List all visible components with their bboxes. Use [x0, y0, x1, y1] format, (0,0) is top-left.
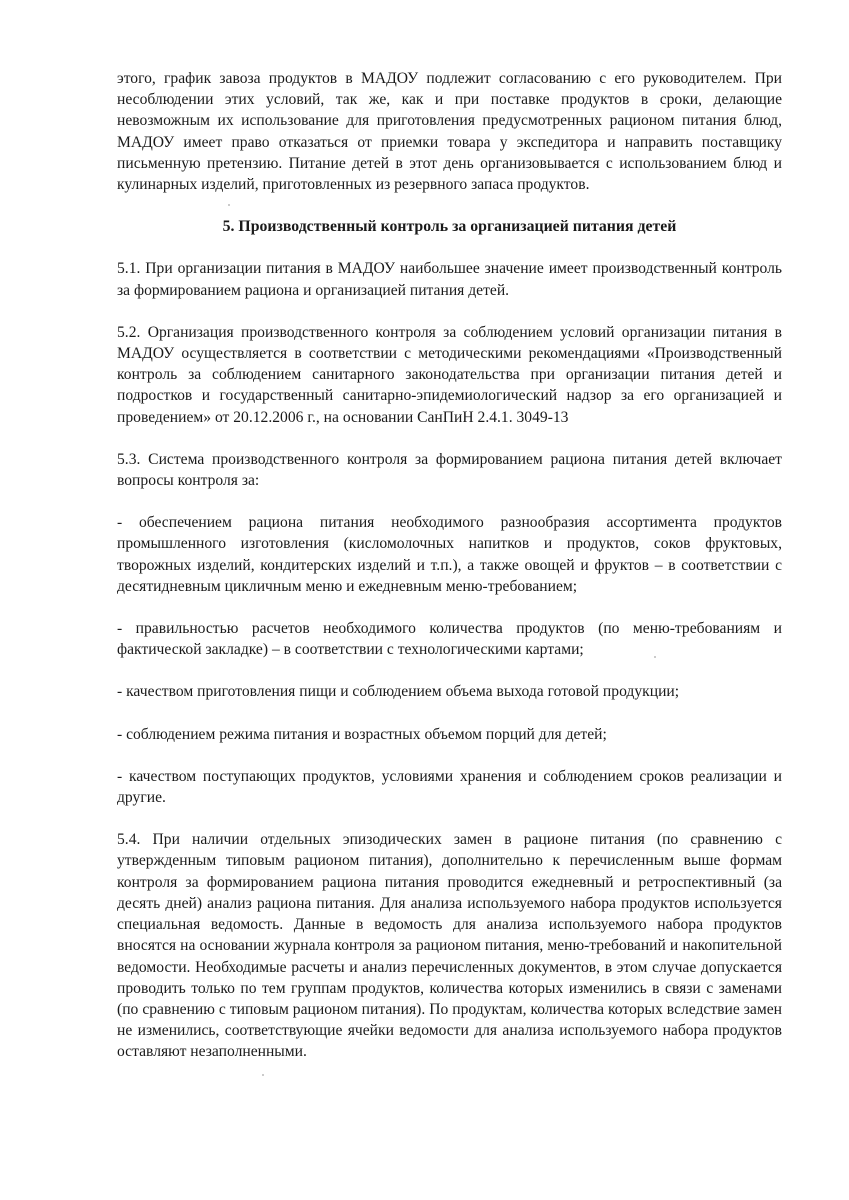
scan-speck	[654, 656, 656, 658]
document-page	[117, 68, 782, 1063]
scan-speck	[228, 204, 230, 206]
paragraph-5-4: 5.4. При наличии отдельных эпизодических замен в рационе питания (по сравнению с утвержденным типовым рационом питания), дополнительно к перечисленным выше формам контроля за формированием рациона питания проводится ежедневный и ретроспективный (за десять дней) анализ рациона питания. Для анализа используемого набора продуктов используется специальная ведомость. Данные в ведомость для анализа используемого набора продуктов вносятся на основании журнала контроля за рационом питания, меню-требований и накопительной ведомости. Необходимые расчеты и анализ перечисленных документов, в этом случае допускается проводить только по тем группам продуктов, количества которых изменились в связи с заменами (по сравнению с типовым рационом питания). По продуктам, количества которых вследствие замен не изменились, соответствующие ячейки ведомости для анализа используемого набора продуктов оставляют незаполненными.	[117, 831, 782, 1061]
bullet-item: - правильностью расчетов необходимого количества продуктов (по меню-требованиям и фактической закладке) – в соответствии с технологическими картами;	[117, 620, 782, 659]
bullet-item: - качеством поступающих продуктов, условиями хранения и соблюдением сроков реализации и другие.	[117, 767, 782, 807]
paragraph-5-1: 5.1. При организации питания в МАДОУ наибольшее значение имеет производственный контроль за формированием рациона и организацией питания детей.	[117, 260, 782, 299]
section-heading: 5. Производственный контроль за организацией питания детей	[222, 218, 677, 236]
paragraph-5-3: 5.3. Система производственного контроля за формированием рациона питания детей включает вопросы контроля за:	[117, 450, 782, 490]
scan-speck	[262, 1074, 264, 1076]
paragraph-5-2: 5.2. Организация производственного контроля за соблюдением условий организации питания в МАДОУ осуществляется в соответствии с методическими рекомендациями «Производственный контроль за соблюдением санитарного законодательства при организации питания детей и подростков и государственный санитарно-эпидемиологический надзор за его организацией и проведением» от 20.12.2006 г., на основании СанПиН 2.4.1. 3049-13	[117, 323, 782, 426]
bullet-item: - обеспечением рациона питания необходимого разнообразия ассортимента продуктов промышленного изготовления (кисломолочных напитков и продуктов, соков фруктовых, творожных изделий, кондитерских изделий и т.п.), а также овощей и фруктов – в соответствии с десятидневным цикличным меню и ежедневным меню-требованием;	[117, 514, 782, 595]
bullet-item: - соблюдением режима питания и возрастных объемом порций для детей;	[117, 725, 607, 743]
intro-paragraph: этого, график завоза продуктов в МАДОУ подлежит согласованию с его руководителем. При несоблюдении этих условий, так же, как и при поставке продуктов в сроки, делающие невозможным их использование для приготовления предусмотренных рационом питания блюд, МАДОУ имеет право отказаться от приемки товара у экспедитора и направить поставщику письменную претензию. Питание детей в этот день организовывается с использованием блюд и кулинарных изделий, приготовленных из резервного запаса продуктов.	[117, 70, 782, 194]
bullet-item: - качеством приготовления пищи и соблюдением объема выхода готовой продукции;	[117, 683, 680, 701]
